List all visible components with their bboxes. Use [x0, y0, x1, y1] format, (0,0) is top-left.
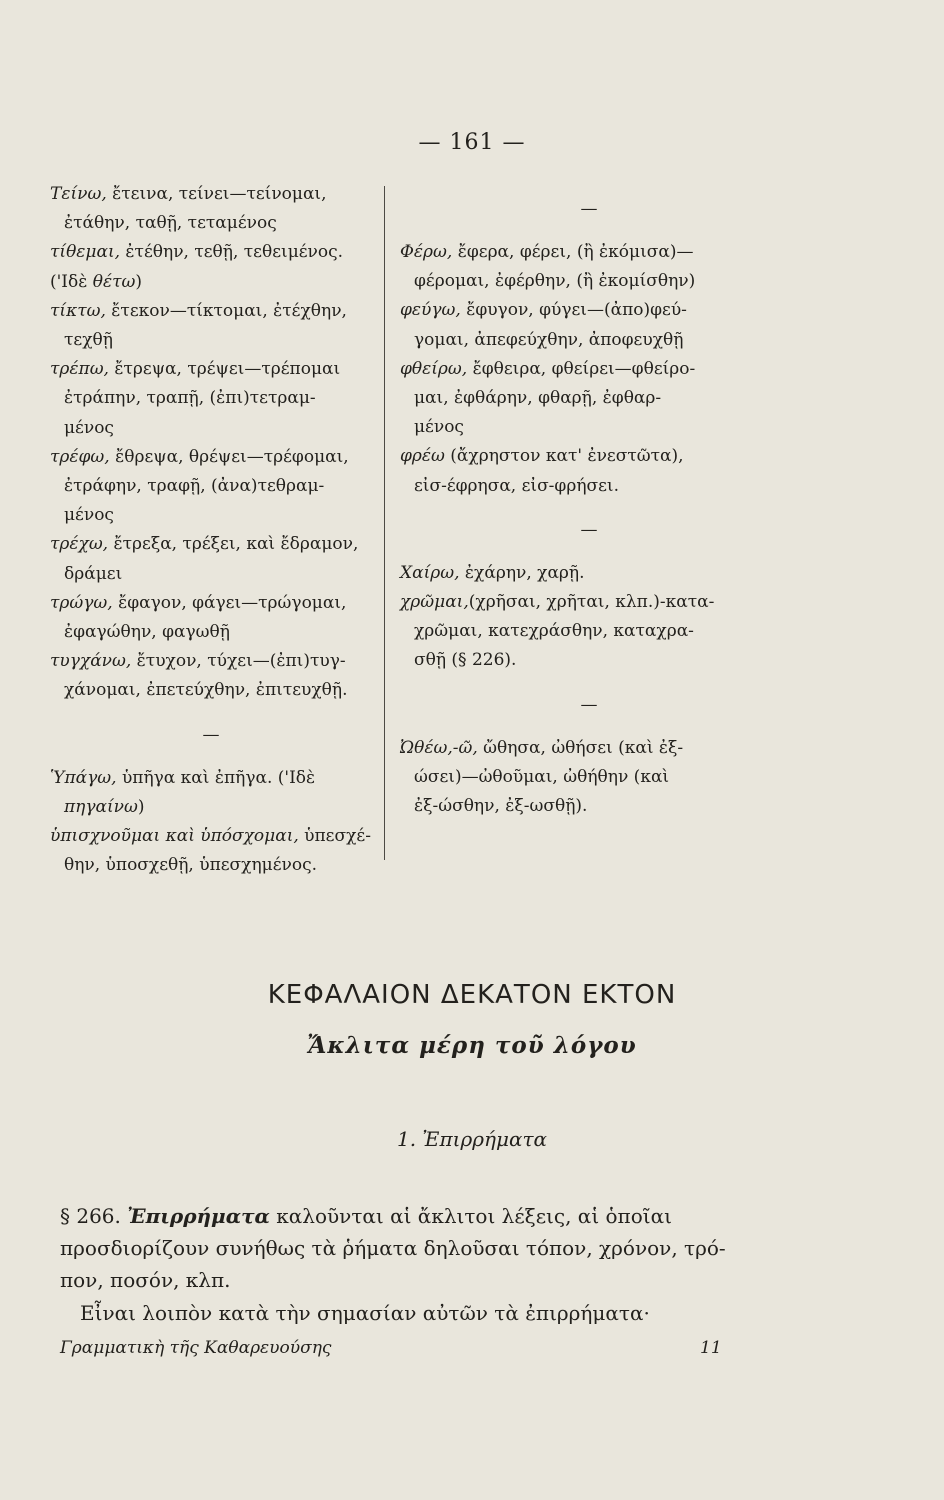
- verb-entry-line: [400, 267, 778, 296]
- verb-entry-line: [50, 443, 372, 472]
- verb-headword: φρέω: [400, 446, 445, 467]
- paragraph-term: Ἐπιρρήματα: [127, 1204, 270, 1228]
- verb-entry-line: [400, 238, 778, 267]
- verb-headword: τρέφω,: [50, 446, 110, 467]
- page-number: — 161 —: [418, 130, 526, 155]
- chapter-subtitle: Ἄκλιτα μέρη τοῦ λόγου: [307, 1032, 637, 1059]
- verb-entry-line: [50, 676, 372, 705]
- verb-forms: μαι, ἐφθάρην, φθαρῇ, ἐφθαρ-: [414, 388, 662, 409]
- verb-forms: χρῶμαι, κατεχράσθην, καταχρα-: [414, 621, 694, 642]
- separator-dash: —: [580, 199, 598, 219]
- column-divider: [384, 186, 385, 860]
- verb-entry-line: [50, 530, 372, 559]
- verb-entry-line: [50, 501, 372, 530]
- footer-signature-mark: 11: [700, 1338, 722, 1358]
- separator-dash: —: [580, 519, 598, 540]
- verb-forms: ἔτεινα, τείνει—τείνομαι,: [106, 184, 327, 204]
- verb-entry-line: [50, 238, 372, 267]
- paragraph-line-2: προσδιορίζουν συνήθως τὰ ῥήματα δηλοῦσαι τόπον, χρόνον, τρό-: [60, 1236, 726, 1260]
- paragraph-line-4: Εἶναι λοιπὸν κατὰ τὴν σημασίαν αὐτῶν τὰ ἐπιρρήματα·: [80, 1301, 650, 1325]
- verb-forms: θην, ὑποσχεθῇ, ὑπεσχημένος.: [64, 855, 317, 876]
- verb-entry-line: [50, 180, 372, 209]
- verb-entry-line: [50, 560, 372, 589]
- verb-entry-line: [400, 384, 778, 413]
- verb-forms: ἔτεκον—τίκτομαι, ἐτέχθην,: [105, 300, 347, 321]
- verb-forms: ('Ιδὲ: [50, 271, 93, 292]
- verb-forms: ἔτυχον, τύχει—(ἐπι)τυγ-: [131, 651, 346, 672]
- verb-headword: τρέπω,: [50, 359, 109, 380]
- verb-list-left-column: [50, 180, 372, 880]
- verb-forms: (ἄχρηστον κατ' ἐνεστῶτα),: [444, 446, 684, 467]
- verb-headword: τρώγω,: [50, 592, 113, 613]
- paragraph-line-1: [60, 1201, 890, 1231]
- verb-forms: χάνομαι, ἐπετεύχθην, ἐπιτευχθῇ.: [64, 680, 348, 701]
- verb-forms: ἔφαγον, φάγει—τρώγομαι,: [112, 592, 347, 613]
- verb-entry-line: [400, 763, 778, 792]
- verb-headword: θέτω: [92, 271, 136, 292]
- verb-entry-line: [50, 297, 372, 326]
- verb-entry-line: [400, 559, 778, 588]
- verb-entry-line: [400, 442, 778, 471]
- separator-dash: —: [580, 694, 598, 715]
- verb-forms: ἔθρεψα, θρέψει—τρέφομαι,: [109, 446, 349, 467]
- verb-forms: ἔφυγον, φύγει—(ἀπο)φεύ-: [460, 300, 687, 321]
- verb-forms: μένος: [64, 505, 114, 526]
- verb-entry-line: [50, 764, 372, 793]
- verb-entry-line: [400, 326, 778, 355]
- section-heading: 1. Ἐπιρρήματα: [396, 1127, 548, 1151]
- verb-forms: ὤθησα, ὠθήσει (καὶ ἐξ-: [477, 737, 684, 758]
- verb-headword: χρῶμαι,: [400, 592, 469, 613]
- verb-entry-line: [50, 589, 372, 618]
- verb-entry-line: [400, 355, 778, 384]
- verb-entry-line: [400, 617, 778, 646]
- verb-headword: φθείρω,: [400, 358, 468, 379]
- verb-forms: σθῇ (§ 226).: [414, 650, 517, 671]
- verb-forms: τεχθῇ: [64, 330, 113, 351]
- paragraph-number: § 266.: [60, 1204, 121, 1228]
- verb-forms: ώσει)—ὠθοῦμαι, ὠθήθην (καὶ: [414, 766, 670, 787]
- footer-book-title: Γραμματικὴ τῆς Καθαρευούσης: [60, 1338, 332, 1358]
- verb-headword: ὑπισχνοῦμαι καὶ ὑπόσχομαι,: [50, 826, 299, 847]
- verb-entry-line: [400, 413, 778, 442]
- verb-forms: ἐξ-ώσθην, ἐξ-ωσθῇ).: [414, 796, 588, 817]
- verb-headword: Χαίρω,: [400, 562, 460, 583]
- verb-entry-line: [50, 355, 372, 384]
- verb-entry-line: [400, 472, 778, 501]
- verb-entry-line: [50, 209, 372, 238]
- verb-entry-line: [50, 793, 372, 822]
- verb-entry-line: [400, 646, 778, 675]
- verb-headword: τίκτω,: [50, 300, 106, 321]
- verb-headword: τυγχάνω,: [50, 651, 132, 672]
- verb-entry-line: [400, 792, 778, 821]
- verb-forms: ἔτρεψα, τρέψει—τρέπομαι: [108, 359, 341, 380]
- verb-entry-line: [50, 647, 372, 676]
- verb-forms: ἐφαγώθην, φαγωθῇ: [64, 622, 230, 643]
- verb-headword: τρέχω,: [50, 534, 109, 555]
- verb-entry-line: [50, 384, 372, 413]
- verb-forms: φέρομαι, ἐφέρθην, (ἢ ἐκομίσθην): [414, 271, 696, 292]
- verb-entry-line: [400, 296, 778, 325]
- verb-forms: ): [137, 796, 145, 817]
- verb-headword: Φέρω,: [400, 242, 453, 262]
- verb-forms: ἔτρεξα, τρέξει, καὶ ἔδραμον,: [108, 534, 359, 555]
- verb-entry-line: [50, 822, 372, 851]
- verb-forms: ἔφερα, φέρει, (ἢ ἐκόμισα)—: [452, 242, 694, 262]
- verb-headword: πηγαίνω: [64, 796, 138, 817]
- paragraph-line-3: πον, ποσόν, κλπ.: [60, 1268, 231, 1292]
- verb-headword: Τείνω,: [50, 184, 107, 204]
- verb-forms: ὑπῆγα καὶ ἐπῆγα. ('Ιδὲ: [116, 767, 316, 788]
- verb-entry-line: [50, 851, 372, 880]
- verb-entry-line: [400, 734, 778, 763]
- paragraph-line-1-rest: καλοῦνται αἱ ἄκλιτοι λέξεις, αἱ ὁποῖαι: [276, 1204, 672, 1228]
- verb-forms: γομαι, ἀπεφεύχθην, ἀποφευχθῇ: [414, 329, 684, 350]
- verb-list-right-column: [400, 180, 778, 821]
- verb-headword: Ὠθέω,-ῶ,: [400, 737, 478, 758]
- verb-entry-line: [50, 326, 372, 355]
- verb-entry-line: [50, 268, 372, 297]
- verb-forms: ): [135, 271, 143, 292]
- verb-headword: φεύγω,: [400, 300, 461, 321]
- verb-forms: ἐτράπην, τραπῇ, (ἐπι)τετραμ-: [64, 388, 316, 409]
- verb-forms: εἰσ-έφρησα, εἰσ-φρήσει.: [414, 475, 619, 496]
- verb-entry-line: [50, 618, 372, 647]
- verb-forms: ἔφθειρα, φθείρει—φθείρο-: [467, 358, 696, 379]
- verb-entry-line: [50, 472, 372, 501]
- verb-forms: ἐχάρην, χαρῇ.: [459, 562, 585, 583]
- verb-entry-line: [400, 588, 778, 617]
- verb-headword: Ὑπάγω,: [50, 767, 117, 788]
- verb-forms: μένος: [64, 417, 114, 438]
- verb-forms: μένος: [414, 417, 464, 438]
- verb-forms: ἐτάθην, ταθῇ, τεταμένος: [64, 213, 277, 234]
- verb-entry-line: [50, 414, 372, 443]
- verb-headword: τίθεμαι,: [50, 242, 121, 263]
- separator-dash: —: [202, 724, 220, 745]
- verb-forms: ἐτράφην, τραφῇ, (ἀνα)τεθραμ-: [64, 476, 325, 497]
- verb-forms: (χρῆσαι, χρῆται, κλπ.)-κατα-: [468, 592, 715, 613]
- verb-forms: ἐτέθην, τεθῇ, τεθειμένος.: [120, 242, 344, 263]
- verb-forms: ὑπεσχέ-: [298, 826, 371, 847]
- verb-forms: δράμει: [64, 563, 123, 584]
- chapter-heading: ΚΕΦΑΛΑΙΟΝ ΔΕΚΑΤΟΝ ΕΚΤΟΝ: [267, 980, 677, 1010]
